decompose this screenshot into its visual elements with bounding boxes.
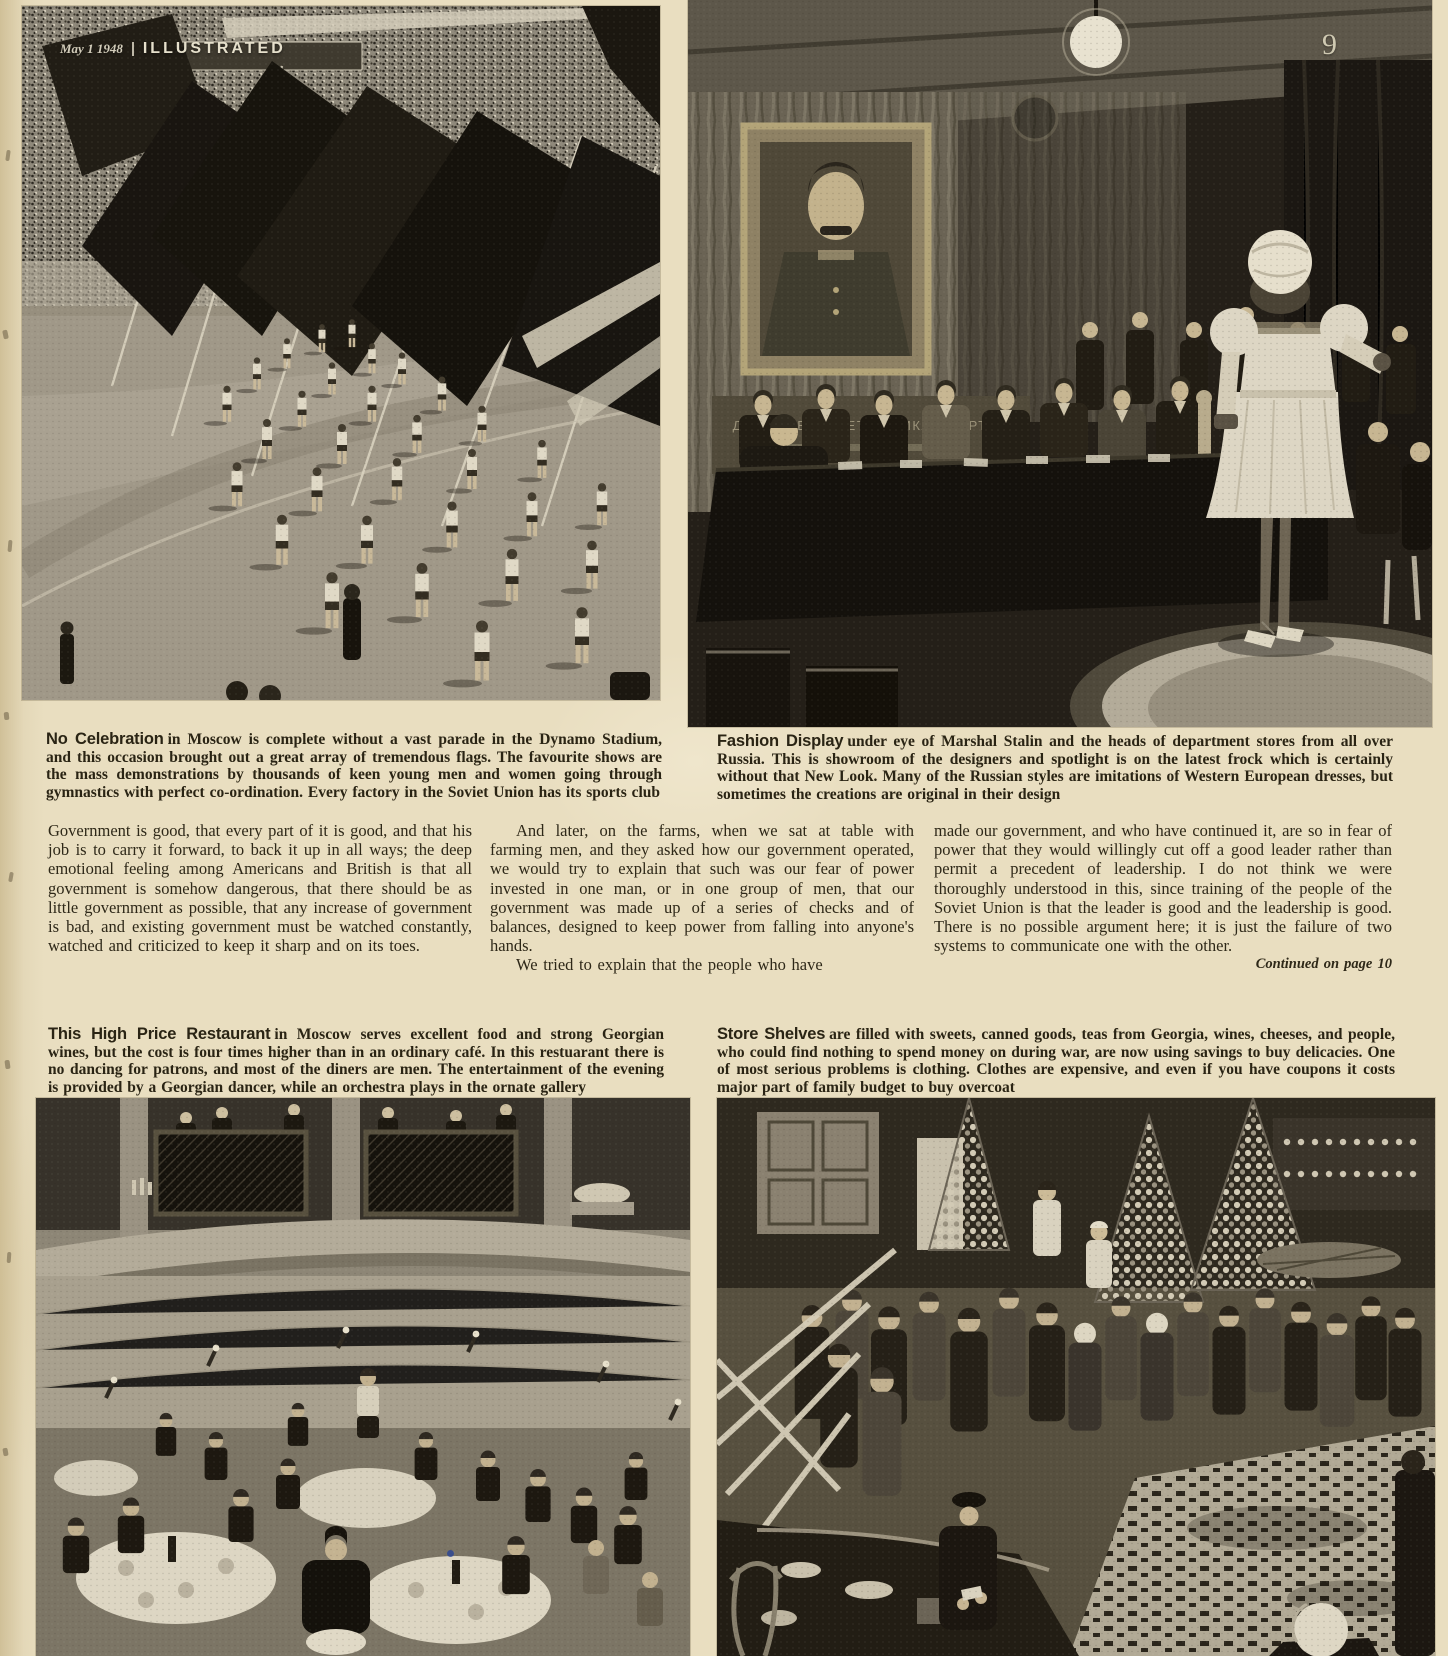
caption-fashion — [717, 733, 1393, 804]
parade-photo-art — [22, 6, 660, 700]
article-col1-paragraph: Government is good, that every part of it is good, and that his job is to carry it forward, to back it up in all ways; the deep emotional feeling among Americans and British is that all government is somehow dangerous, that there should be as little government as possible, that any increase of government is bad, and existing government must be watched constantly, watched and criticized to keep it sharp and on its toes. — [48, 821, 473, 956]
article-column-2 — [490, 821, 914, 975]
issue-separator — [132, 42, 134, 56]
caption-parade-lead: No Celebration — [46, 730, 164, 748]
store-photo — [717, 1098, 1435, 1656]
caption-store — [717, 1026, 1395, 1097]
issue-header — [60, 40, 286, 58]
caption-parade — [46, 731, 662, 802]
article-col2-paragraph-1: And later, on the farms, when we sat at table with farming men, and they asked how our government operated, we would try to explain that such was our fear of power invested in one man, or in one group of men, that our government was made up of a series of checks and of balances, designed to keep power from falling into anyone's hands. — [490, 821, 914, 956]
caption-store-text: are filled with sweets, canned goods, teas from Georgia, wines, cheeses, and people, who could find nothing to spend money on during war, are now using savings to buy delicacies. One of most serious problems is clothing. Clothes are expensive, and even if you have coupons it costs major part of family budget to buy overcoat — [717, 1026, 1395, 1097]
caption-parade-text: in Moscow is complete without a vast parade in the Dynamo Stadium, and this occasion brought out a great array of tremendous flags. The favourite shows are the mass demonstrations by thousands of keen young men and women going through gymnastics with perfect co-ordination. Every factory in the Soviet Union has its sports club — [46, 731, 662, 802]
article-col2-paragraph-2: We tried to explain that the people who have — [516, 955, 823, 975]
caption-restaurant — [48, 1026, 664, 1097]
caption-fashion-text: under eye of Marshal Stalin and the heads of department stores from all over Russia. This is showroom of the designers and spotlight is on the latest frock which is certainly without that New Look. Many of the Russian styles are imitations of Western European dresses, but sometimes the creations are original in their design — [717, 733, 1393, 804]
ink-spot — [447, 1550, 454, 1557]
page-number: 9 — [1322, 28, 1337, 61]
paper-speck — [4, 712, 10, 720]
caption-restaurant-text: in Moscow serves excellent food and strong Georgian wines, but the cost is four times higher than in an ordinary café. In this restuarant there is no dancing for patrons, and most of the diners are men. The entertainment of the evening is provided by a Georgian dancer, while an orchestra plays in the ornate gallery — [48, 1026, 664, 1097]
paper-speck — [2, 1448, 8, 1457]
continued-notice: Continued on page 10 — [1255, 956, 1392, 973]
issue-date: May 1 1948 — [60, 41, 123, 56]
paper-speck — [2, 330, 9, 340]
article-col3-paragraph: made our government, and who have continued it, are so in fear of power that they would willingly cut off a good leader rather than permit a precedent of leadership. I do not think we were thoroughly understood in this, since training of the people of the Soviet Union is that the leader is good and the leadership is good. There is no possible argument here; it is just the failure of two systems to communicate one with the other. — [934, 821, 1392, 956]
article-column-3 — [934, 821, 1392, 973]
paper-speck — [7, 540, 12, 552]
masthead: ILLUSTRATED — [142, 40, 286, 57]
paper-speck — [8, 872, 14, 883]
store-photo-art — [717, 1098, 1435, 1656]
article-column-1 — [48, 821, 472, 955]
paper-speck — [7, 1252, 12, 1263]
paper-speck — [4, 1060, 10, 1070]
parade-photo — [22, 6, 660, 700]
caption-fashion-lead: Fashion Display — [717, 732, 844, 750]
restaurant-photo — [36, 1098, 690, 1656]
paper-speck — [5, 150, 10, 161]
caption-restaurant-lead: This High Price Restaurant — [48, 1025, 271, 1043]
fashion-show-photo — [688, 0, 1432, 727]
restaurant-photo-art — [36, 1098, 690, 1656]
fashion-photo-art — [688, 0, 1432, 727]
caption-store-lead: Store Shelves — [717, 1025, 826, 1043]
